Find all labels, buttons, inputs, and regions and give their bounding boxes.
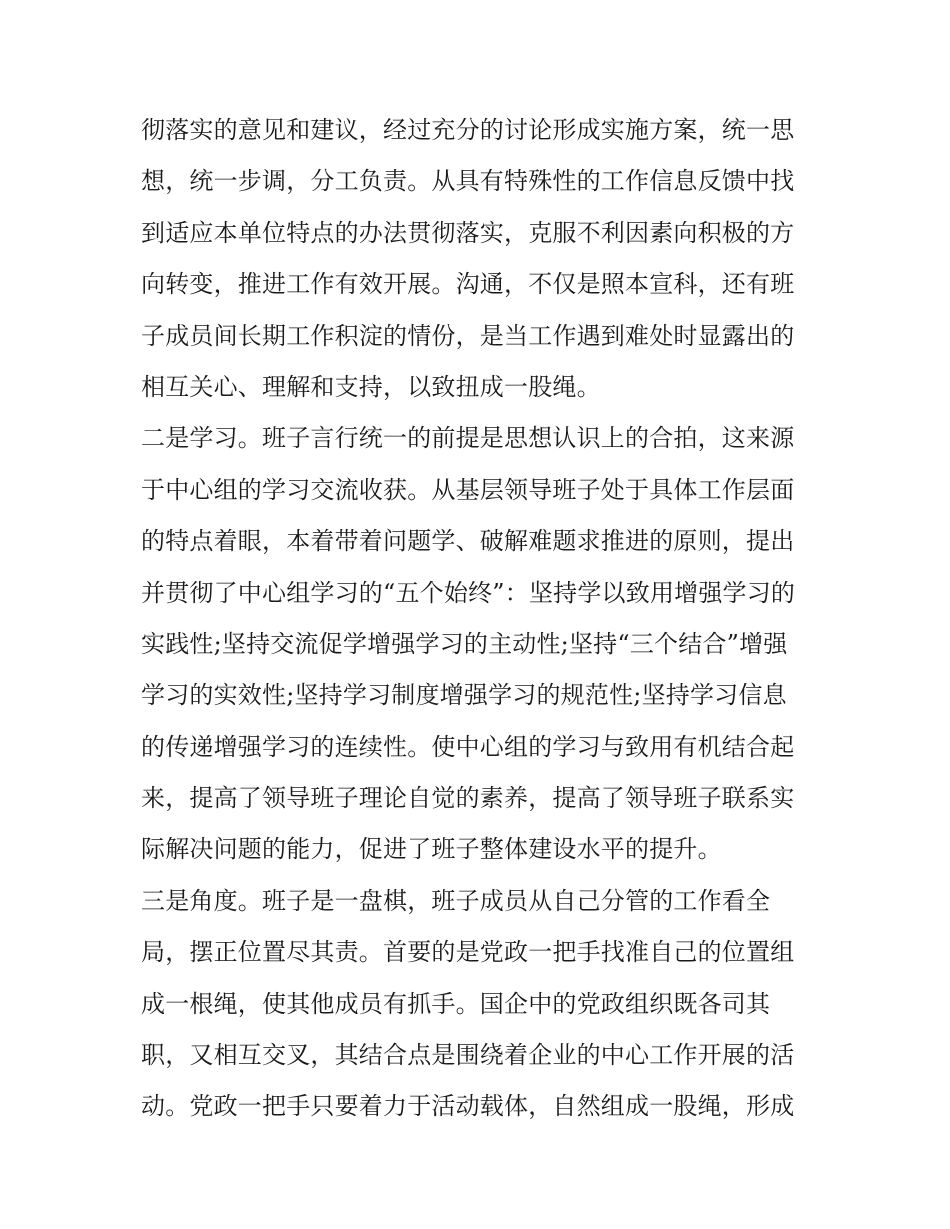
text-line: 职，又相互交叉，其结合点是围绕着企业的中心工作开展的活 [141, 1041, 795, 1070]
text-line: 相互关心、理解和支持，以致扭成一股绳。 [141, 372, 601, 401]
text-line: 子成员间长期工作积淀的情份，是当工作遇到难处时显露出的 [141, 321, 795, 350]
paragraph-3-start: 三是角度。班子是一盘棋，班子成员从自己分管的工作看全 [141, 886, 771, 915]
text-line: 的特点着眼，本着带着问题学、破解难题求推进的原则，提出 [141, 527, 795, 556]
text-line: 彻落实的意见和建议，经过充分的讨论形成实施方案，统一思 [141, 116, 795, 144]
text-line: 实践性;坚持交流促学增强学习的主动性;坚持“三个结合”增强 [141, 629, 788, 658]
text-line: 成一根绳，使其他成员有抓手。国企中的党政组织既各司其 [141, 989, 771, 1018]
text-line: 局，摆正位置尽其责。首要的是党政一把手找准自己的位置组 [141, 938, 795, 967]
text-line: 学习的实效性;坚持学习制度增强学习的规范性;坚持学习信息 [141, 681, 787, 710]
paragraph-2-start: 二是学习。班子言行统一的前提是思想认识上的合拍，这来源 [141, 424, 795, 453]
body-text [141, 112, 821, 1140]
text-line: 到适应本单位特点的办法贯彻落实，克服不利因素向积极的方 [141, 218, 795, 247]
text-line: 想，统一步调，分工负责。从具有特殊性的工作信息反馈中找 [141, 167, 795, 196]
text-line: 来，提高了领导班子理论自觉的素养，提高了领导班子联系实 [141, 784, 795, 813]
text-line: 于中心组的学习交流收获。从基层领导班子处于具体工作层面 [141, 475, 795, 504]
text-line: 向转变，推进工作有效开展。沟通，不仅是照本宣科，还有班 [141, 270, 795, 299]
text-line: 动。党政一把手只要着力于活动载体，自然组成一股绳，形成 [141, 1092, 795, 1121]
text-line: 并贯彻了中心组学习的“五个始终”：坚持学以致用增强学习的 [141, 578, 796, 607]
text-line: 际解决问题的能力，促进了班子整体建设水平的提升。 [141, 835, 722, 864]
text-line: 的传递增强学习的连续性。使中心组的学习与致用有机结合起 [141, 732, 795, 761]
